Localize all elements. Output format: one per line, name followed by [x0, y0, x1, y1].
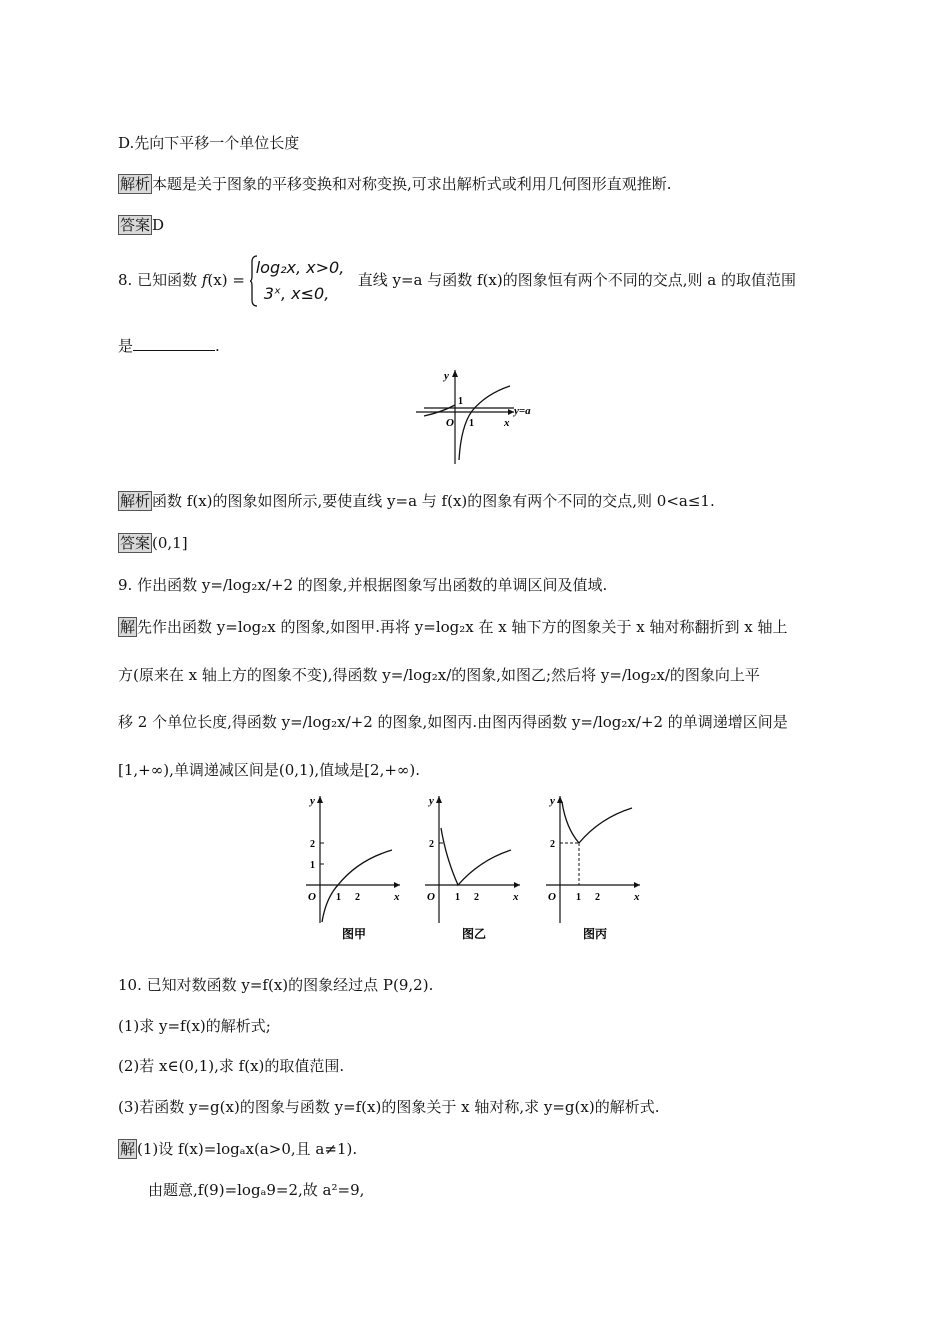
- caption-bing: 图丙: [583, 927, 608, 941]
- q8-answer: [118, 533, 188, 553]
- q10-stem: 10. 已知对数函数 y=f(x)的图象经过点 P(9,2).: [118, 976, 434, 994]
- x-label: x: [504, 417, 510, 429]
- svg-text:1: 1: [576, 892, 581, 903]
- q8-fx: f: [201, 271, 208, 289]
- analysis-text: 本题是关于图象的平移变换和对称变换,可求出解析式或利用几何图形直观推断.: [152, 175, 672, 193]
- q10-solution-1: [118, 1139, 357, 1159]
- svg-text:y: y: [550, 795, 555, 807]
- y-axis-arrow-icon: [317, 796, 323, 803]
- q10-part-3: (3)若函数 y=g(x)的图象与函数 y=f(x)的图象关于 x 轴对称,求 y=g(x)的解析式.: [118, 1098, 660, 1116]
- answer-text: D: [152, 216, 165, 234]
- abs-log-curve: [441, 828, 511, 885]
- figure-bing: [546, 795, 640, 941]
- svg-text:1: 1: [336, 892, 341, 903]
- solution-text: (1)设 f(x)=logₐx(a>0,且 a≠1).: [137, 1140, 358, 1158]
- q7-answer: [118, 215, 164, 235]
- svg-text:y: y: [310, 795, 315, 807]
- x-tick-1: 1: [469, 418, 474, 429]
- q8-prefix: 8. 已知函数: [118, 271, 202, 289]
- svg-text:2: 2: [429, 839, 434, 850]
- q8-x-paren: (x): [207, 271, 228, 289]
- y-axis-arrow-icon: [452, 370, 458, 377]
- solution-tag: 解: [120, 618, 136, 636]
- figure-jia: [306, 795, 400, 941]
- q9-stem: 9. 作出函数 y=/log₂x/+2 的图象,并根据图象写出函数的单调区间及值域.: [118, 576, 608, 594]
- svg-text:2: 2: [595, 892, 600, 903]
- line-label: y=a: [514, 405, 531, 417]
- case-2: 3ˣ, x≤0,: [263, 284, 330, 303]
- option-d: D.先向下平移一个单位长度: [118, 134, 300, 152]
- solution-text: 先作出函数 y=log₂x 的图象,如图甲.再将 y=log₂x 在 x 轴下方的图象关于 x 轴对称翻折到 x 轴上: [137, 618, 788, 636]
- log-branch: [459, 386, 510, 460]
- y-axis-arrow-icon: [557, 796, 563, 803]
- analysis-tag: 解析: [120, 492, 151, 510]
- figure-yi: [425, 795, 520, 941]
- caption-jia: 图甲: [342, 927, 367, 941]
- log-curve: [322, 850, 392, 922]
- x-axis-arrow-icon: [394, 882, 400, 888]
- solution-tag: 解: [120, 1140, 136, 1158]
- svg-text:2: 2: [474, 892, 479, 903]
- q10-solution-2: 由题意,f(9)=logₐ9=2,故 a²=9,: [148, 1181, 365, 1199]
- q10-part-1: (1)求 y=f(x)的解析式;: [118, 1017, 271, 1035]
- answer-tag: 答案: [120, 534, 151, 552]
- svg-text:2: 2: [355, 892, 360, 903]
- q10-part-2: (2)若 x∈(0,1),求 f(x)的取值范围.: [118, 1057, 345, 1075]
- case-1: log₂x, x>0,: [255, 258, 345, 277]
- y-tick-1: 1: [458, 396, 463, 407]
- answer-text: (0,1]: [152, 534, 188, 552]
- svg-text:2: 2: [310, 839, 315, 850]
- q8-stem: [118, 253, 796, 307]
- q9-solution-line-3: 移 2 个单位长度,得函数 y=/log₂x/+2 的图象,如图丙.由图丙得函数 y=/log₂x/+2 的单调递增区间是: [118, 713, 788, 731]
- q9-figures: [298, 788, 648, 948]
- analysis-text: 函数 f(x)的图象如图所示,要使直线 y=a 与 f(x)的图象有两个不同的交点,则 0<a≤1.: [152, 492, 715, 510]
- svg-text:y: y: [429, 795, 434, 807]
- caption-yi: 图乙: [462, 927, 487, 941]
- q8-figure: [414, 364, 544, 466]
- shifted-curve: [562, 802, 632, 843]
- x-axis-arrow-icon: [514, 882, 520, 888]
- y-label: y: [444, 370, 449, 382]
- q7-analysis: [118, 174, 672, 194]
- q9-solution-line-4: [1,+∞),单调递减区间是(0,1),值域是[2,+∞).: [118, 761, 421, 779]
- svg-text:1: 1: [455, 892, 460, 903]
- exp-branch: [424, 405, 455, 416]
- svg-text:x: x: [634, 891, 640, 903]
- svg-text:O: O: [427, 891, 435, 903]
- q9-solution-line-2: 方(原来在 x 轴上方的图象不变),得函数 y=/log₂x/的图象,如图乙;然后将 y=/log₂x/的图象向上平: [118, 666, 760, 684]
- svg-text:x: x: [394, 891, 400, 903]
- answer-tag: 答案: [120, 216, 151, 234]
- svg-text:x: x: [513, 891, 519, 903]
- q8-stem-after: 直线 y=a 与函数 f(x)的图象恒有两个不同的交点,则 a 的取值范围: [357, 271, 796, 289]
- piecewise-definition: [250, 254, 358, 308]
- x-axis-arrow-icon: [634, 882, 640, 888]
- q8-eq: =: [227, 271, 245, 289]
- y-axis-arrow-icon: [436, 796, 442, 803]
- answer-blank: [133, 336, 215, 351]
- q8-stem-line2: [118, 336, 220, 356]
- analysis-tag: 解析: [120, 175, 151, 193]
- svg-text:O: O: [308, 891, 316, 903]
- q8-stem-end: .: [215, 337, 220, 355]
- svg-text:O: O: [548, 891, 556, 903]
- q9-solution-line-1: [118, 617, 788, 637]
- svg-text:2: 2: [550, 839, 555, 850]
- svg-text:1: 1: [310, 860, 315, 871]
- q8-line2-text: 是: [118, 337, 134, 355]
- origin-label: O: [446, 417, 454, 429]
- q8-analysis: [118, 491, 715, 511]
